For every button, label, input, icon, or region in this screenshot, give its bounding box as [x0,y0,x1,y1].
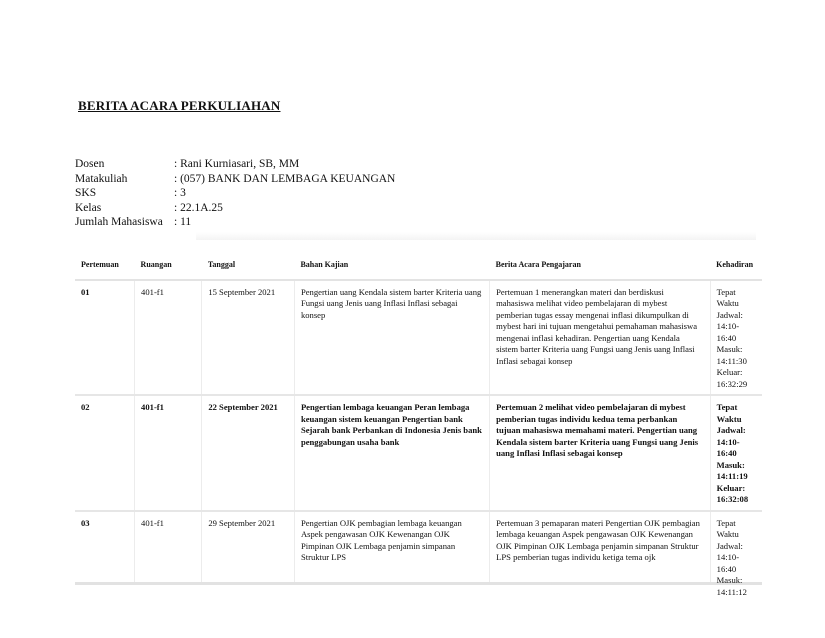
header-kehadiran: Kehadiran [710,253,762,280]
attendance-label: Masuk: [716,575,743,585]
attendance-label: Jadwal: [716,425,746,435]
attendance-status: Tepat Waktu [716,286,739,308]
cell-berita-acara: Pertemuan 1 menerangkan materi dan berdiskusi mahasiswa melihat video pembelajaran di mybest pemberian tugas essay mengenai inflasi dikumpulkan di mybest hari ini tujuan mengetahui pemahaman mahasiswa mengenai inflasi kehadiran. Pengertian uang Kendala sistem barter Kriteria uang Fungsi uang Jenis uang Inflasi Inflasi sebagai konsep [490,280,711,396]
info-value: : (057) BANK DAN LEMBAGA KEUANGAN [174,172,396,185]
info-value: : 22.1A.25 [174,201,223,214]
cell-bahan-kajian [294,511,489,584]
info-label: Dosen [75,158,105,170]
info-label: SKS [75,187,97,199]
document-title: BERITA ACARA PERKULIAHAN [78,98,281,113]
cell-kehadiran [710,280,762,396]
attendance-label: Masuk: [716,344,743,354]
table-row [75,395,762,511]
attendance-label: Masuk: [716,459,745,470]
header-tanggal: Tanggal [202,253,295,280]
attendance-value: 14:11:30 [716,355,747,366]
course-info [75,157,395,230]
cell-berita-acara [490,511,711,584]
cell-kehadiran [710,395,762,511]
attendance-value: 14:10-16:40 [716,321,740,343]
attendance-status: Tepat Waktu [716,402,742,424]
table-row [75,280,762,396]
info-row-sks [75,186,395,201]
table-header-row [75,253,762,280]
attendance-label: Jadwal: [716,540,743,551]
cell-ruangan: 401-f1 [135,511,202,584]
info-label: Jumlah Mahasiswa [75,216,163,228]
info-value: : Rani Kurniasari, SB, MM [174,158,300,170]
cell-ruangan: 401-f1 [135,395,202,511]
cell-text: Pertemuan 3 pemaparan materi Pengertian OJK pembagian lembaga keuangan Aspek pengawasan OJK Kewenangan OJK Pimpinan OJK Lembaga penjamin simpanan Struktur LPS pemberian tugas individu ketiga tema ojk [496,517,700,562]
info-label: Kelas [75,201,102,214]
attendance-value: 14:10-16:40 [716,436,740,458]
cell-pertemuan: 01 [75,280,135,396]
attendance-value: 14:10-16:40 [716,552,740,574]
attendance-label: Keluar: [716,482,746,493]
cell-ruangan: 401-f1 [135,280,202,396]
attendance-value: 14:11:12 [716,586,747,597]
cell-pertemuan: 02 [75,395,135,511]
cell-berita-acara: Pertemuan 2 melihat video pembelajaran di mybest pemberian tugas individu kedua tema perbankan tujuan mahasiswa memahami materi. Pengertian uang Kendala sistem barter Kriteria uang Fungsi uang Jenis uang Inflasi Inflasi sebagai konsep [490,395,711,511]
cell-bahan-kajian: Pengertian lembaga keuangan Peran lembaga keuangan sistem keuangan Pengertian bank Sejarah bank Perbankan di Indonesia Jenis bank penggabungan usaha bank [294,395,489,511]
cell-tanggal: 22 September 2021 [202,395,295,511]
info-value: : 3 [174,187,186,199]
attendance-label: Keluar: [716,367,743,377]
table-row [75,511,762,584]
cell-kehadiran [710,511,762,597]
cell-bahan-kajian: Pengertian uang Kendala sistem barter Kriteria uang Fungsi uang Jenis uang Inflasi Inflasi sebagai konsep [294,280,489,396]
attendance-label: Jadwal: [716,309,743,320]
lecture-log-table [75,253,762,597]
cell-pertemuan: 03 [75,511,135,584]
info-row-kelas [75,201,395,216]
cell-tanggal: 29 September 2021 [202,511,295,584]
header-berita-acara: Berita Acara Pengajaran [490,253,711,280]
attendance-value: 16:32:08 [716,494,749,504]
attendance-value: 16:32:29 [716,378,748,389]
info-row-matakuliah [75,172,395,187]
header-bahan-kajian: Bahan Kajian [294,253,489,280]
header-ruangan: Ruangan [135,253,202,280]
attendance-status: Tepat Waktu [716,517,739,539]
header-pertemuan: Pertemuan [75,253,135,280]
info-row-jumlah-mahasiswa [75,215,395,230]
divider-shade [196,232,756,240]
attendance-block [716,517,756,597]
cell-text: Pengertian OJK pembagian lembaga keuangan Aspek pengawasan OJK Kewenangan OJK Pimpinan OJK Lembaga penjamin simpanan Struktur LPS [300,517,462,562]
info-value: : 11 [174,216,192,228]
info-label: Matakuliah [75,172,128,185]
cell-tanggal: 15 September 2021 [202,280,295,396]
info-row-dosen [75,157,395,172]
attendance-value: 14:11:19 [716,471,748,481]
